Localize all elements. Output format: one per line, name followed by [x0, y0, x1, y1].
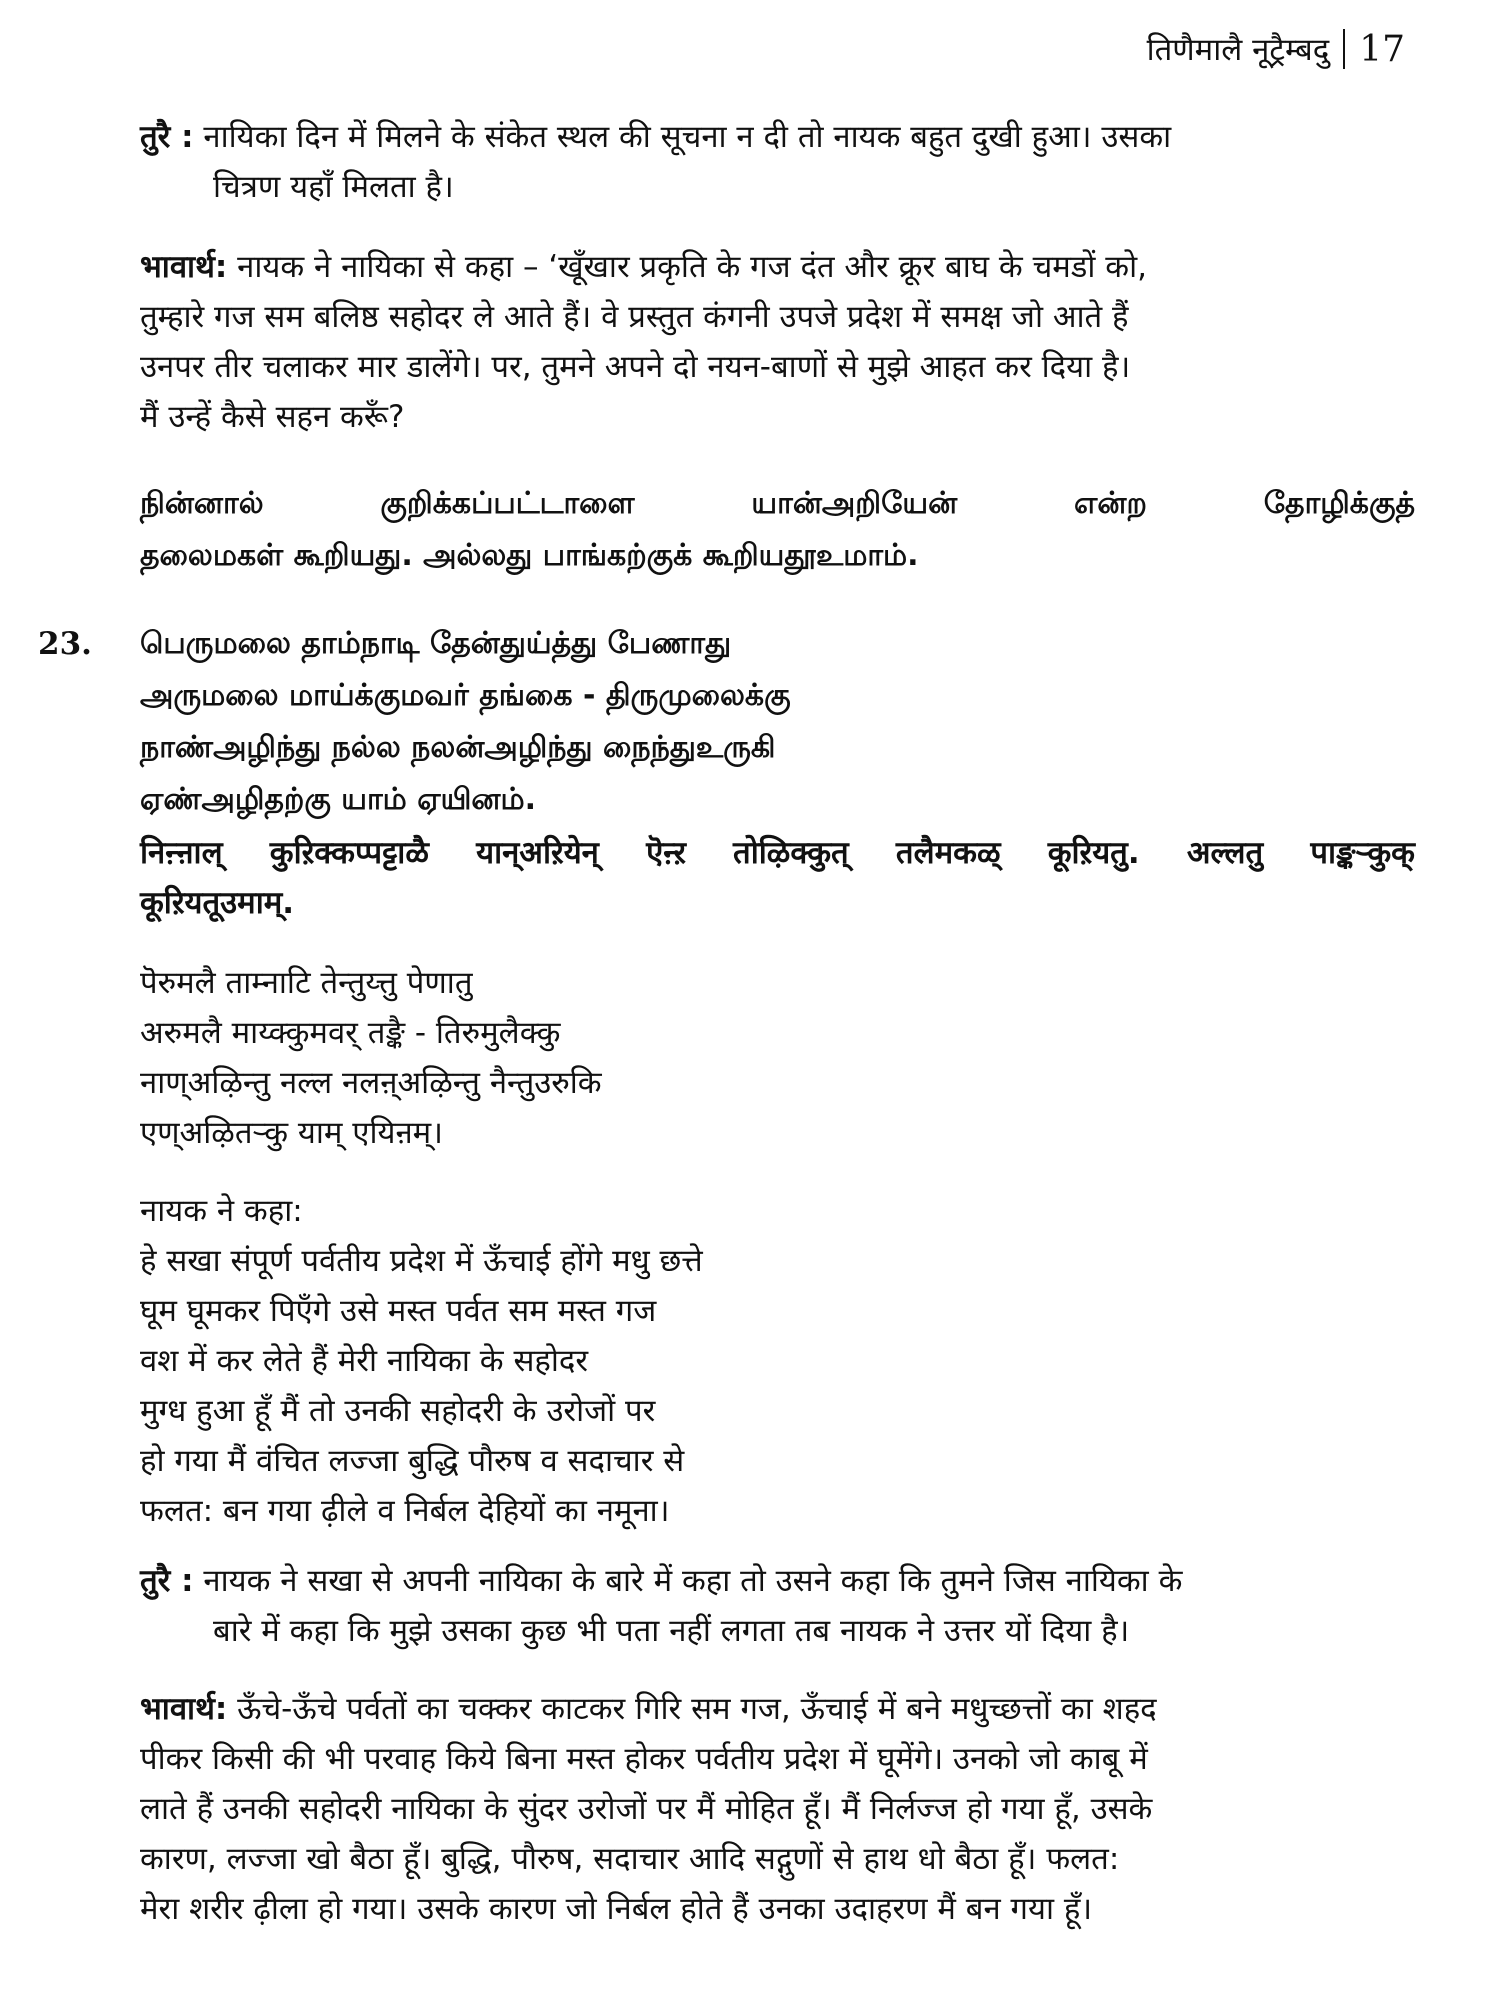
- header-divider: [1343, 29, 1345, 69]
- translit-verse-line: पॆरुमलै ताम्नाटि तेन्तुय्त्तु पेणातु: [140, 965, 473, 1001]
- turai-section-2: [140, 1556, 1415, 1656]
- hindi-verse-line: वश में कर लेते हैं मेरी नायिका के सहोदर: [140, 1343, 589, 1379]
- hindi-verse-line: मुग्ध हुआ हूँ मैं तो उनकी सहोदरी के उरोजों पर: [140, 1393, 656, 1429]
- tamil-verse-line: ஏண்அழிதற்கு யாம் ஏயினம்.: [140, 782, 537, 817]
- bhavarth-paragraph: [140, 1684, 1415, 1934]
- turai-line: चित्रण यहाँ मिलता है।: [213, 169, 454, 205]
- book-title: तिणैमालै नूट्रैम्बदु: [1146, 32, 1330, 68]
- bhavarth-line: मेरा शरीर ढ़ीला हो गया। उसके कारण जो निर्बल होते हैं उनका उदाहरण मैं बन गया हूँ।: [140, 1891, 1093, 1927]
- tamil-intro-line: தலைமகள் கூறியது. அல்லது பாங்கற்குக் கூறியதூஉமாம்.: [140, 538, 919, 573]
- hindi-verse-line: हे सखा संपूर्ण पर्वतीय प्रदेश में ऊँचाई होंगे मधु छत्ते: [140, 1243, 703, 1279]
- hindi-verse-line: हो गया मैं वंचित लज्जा बुद्धि पौरुष व सदाचार से: [140, 1443, 685, 1479]
- tamil-intro-line: நின்னால் குறிக்கப்பட்டாளை யான்அறியேன் என்ற தோழிக்குத்: [140, 486, 1415, 521]
- bhavarth-line: उनपर तीर चलाकर मार डालेंगे। पर, तुमने अपने दो नयन-बाणों से मुझे आहत कर दिया है।: [140, 349, 1131, 385]
- hindi-verse-line: घूम घूमकर पिएँगे उसे मस्त पर्वत सम मस्त गज: [140, 1293, 657, 1329]
- bhavarth-line: ऊँचे-ऊँचे पर्वतों का चक्कर काटकर गिरि सम गज, ऊँचाई में बने मधुच्छत्तों का शहद: [237, 1691, 1157, 1727]
- bhavarth-line: लाते हैं उनकी सहोदरी नायिका के सुंदर उरोजों पर मैं मोहित हूँ। मैं निर्लज्ज हो गया हूँ, उसके: [140, 1791, 1153, 1827]
- translit-verse-line: नाण्अऴिन्तु नल्ल नलऩ्अऴिन्तु नैन्तुउरुकि: [140, 1065, 602, 1101]
- tamil-verse-line: நாண்அழிந்து நல்ல நலன்அழிந்து நைந்துஉருகி: [140, 730, 776, 765]
- hindi-verse-line: नायक ने कहा:: [140, 1193, 303, 1229]
- tamil-intro: [140, 478, 1415, 582]
- transliterated-verse: [140, 958, 1415, 1158]
- bhavarth-line: मैं उन्हें कैसे सहन करूँ?: [140, 399, 405, 435]
- bhavarth-section-2: [140, 1684, 1415, 1934]
- turai-line: बारे में कहा कि मुझे उसका कुछ भी पता नहीं लगता तब नायक ने उत्तर यों दिया है।: [213, 1613, 1130, 1649]
- translit-intro-line: कूऱियतूउमाम्.: [140, 885, 295, 921]
- bhavarth-paragraph: [140, 242, 1415, 442]
- bhavarth-line: पीकर किसी की भी परवाह किये बिना मस्त होकर पर्वतीय प्रदेश में घूमेंगे। उनको जो काबू में: [140, 1741, 1148, 1777]
- bhavarth-section-1: [140, 242, 1415, 442]
- bhavarth-label: भावार्थ:: [140, 1691, 228, 1727]
- turai-label: तुरै :: [140, 119, 194, 155]
- bhavarth-line: नायक ने नायिका से कहा – ‘खूँखार प्रकृति के गज दंत और क्रूर बाघ के चमडों को,: [237, 249, 1147, 285]
- hindi-verse: [140, 1186, 1415, 1536]
- verse-23-tamil: [140, 618, 1415, 826]
- bhavarth-line: तुम्हारे गज सम बलिष्ठ सहोदर ले आते हैं। वे प्रस्तुत कंगनी उपजे प्रदेश में समक्ष जो आते हैं: [140, 299, 1129, 335]
- tamil-verse-line: பெருமலை தாம்நாடி தேன்துய்த்து பேணாது: [140, 626, 732, 661]
- translit-verse-line: अरुमलै माय्क्कुमवर् तङ्कै - तिरुमुलैक्कु: [140, 1015, 561, 1051]
- bhavarth-line: कारण, लज्जा खो बैठा हूँ। बुद्धि, पौरुष, सदाचार आदि सद्गुणों से हाथ धो बैठा हूँ। फलत:: [140, 1841, 1120, 1877]
- translit-verse-line: एण्अऴितऱ्कु याम् एयिऩम्।: [140, 1115, 443, 1151]
- turai-line: नायिका दिन में मिलने के संकेत स्थल की सूचना न दी तो नायक बहुत दुखी हुआ। उसका: [203, 119, 1172, 155]
- running-header: [1147, 28, 1405, 70]
- turai-line: नायक ने सखा से अपनी नायिका के बारे में कहा तो उसने कहा कि तुमने जिस नायिका के: [203, 1563, 1183, 1599]
- verse-number: 23.: [38, 626, 92, 662]
- translit-intro-line: निऩ्ऩाल् कुऱिक्कप्पट्टाळै यान्अऱियेन् ऎऩ्ऱ तोऴिक्कुत् तलैमकळ् कूऱियतु. अल्लतु पाङ्कऱ्कुक्: [140, 835, 1415, 871]
- tamil-verse-line: அருமலை மாய்க்குமவர் தங்கை - திருமுலைக்கு: [140, 678, 791, 713]
- turai-paragraph: [140, 112, 1415, 212]
- turai-paragraph: [140, 1556, 1415, 1656]
- transliteration-intro: [140, 828, 1415, 928]
- turai-label: तुरै :: [140, 1563, 194, 1599]
- hindi-verse-line: फलत: बन गया ढ़ीले व निर्बल देहियों का नमूना।: [140, 1493, 670, 1529]
- bhavarth-label: भावार्थ:: [140, 249, 228, 285]
- turai-section-1: [140, 112, 1415, 212]
- page-number: 17: [1359, 28, 1405, 70]
